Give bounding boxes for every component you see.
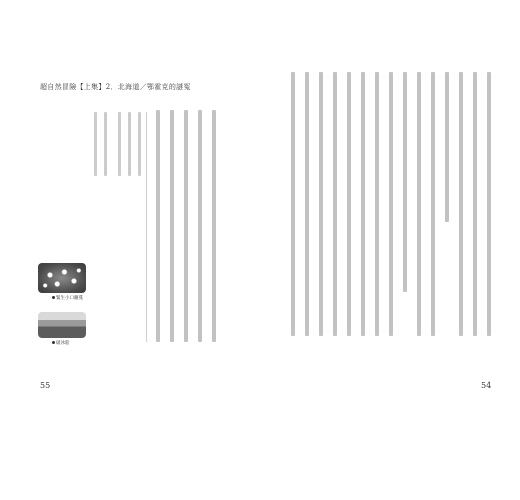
sea-creature-image [38,263,86,293]
sea-creature-photo [38,263,86,293]
icebreaker-photo [38,312,86,338]
page-number-right: 54 [481,381,492,390]
sea-creature-caption [52,295,83,301]
main-text-right [280,72,495,340]
icebreaker-caption [52,340,70,346]
running-header: 超自然冒險【上集】2．北海道／鄂霍克的謎冤 [40,83,191,91]
caption-text: 緊生小口蘿蔓 [56,296,83,301]
main-text-left [150,110,220,350]
sidenote-divider [146,112,147,342]
icebreaker-image [38,312,86,338]
sidenote-text [90,112,146,322]
page-number-left: 55 [40,381,51,390]
bullet-icon [52,296,55,299]
page-right [260,0,520,500]
caption-text: 破冰船 [56,341,70,346]
bullet-icon [52,341,55,344]
